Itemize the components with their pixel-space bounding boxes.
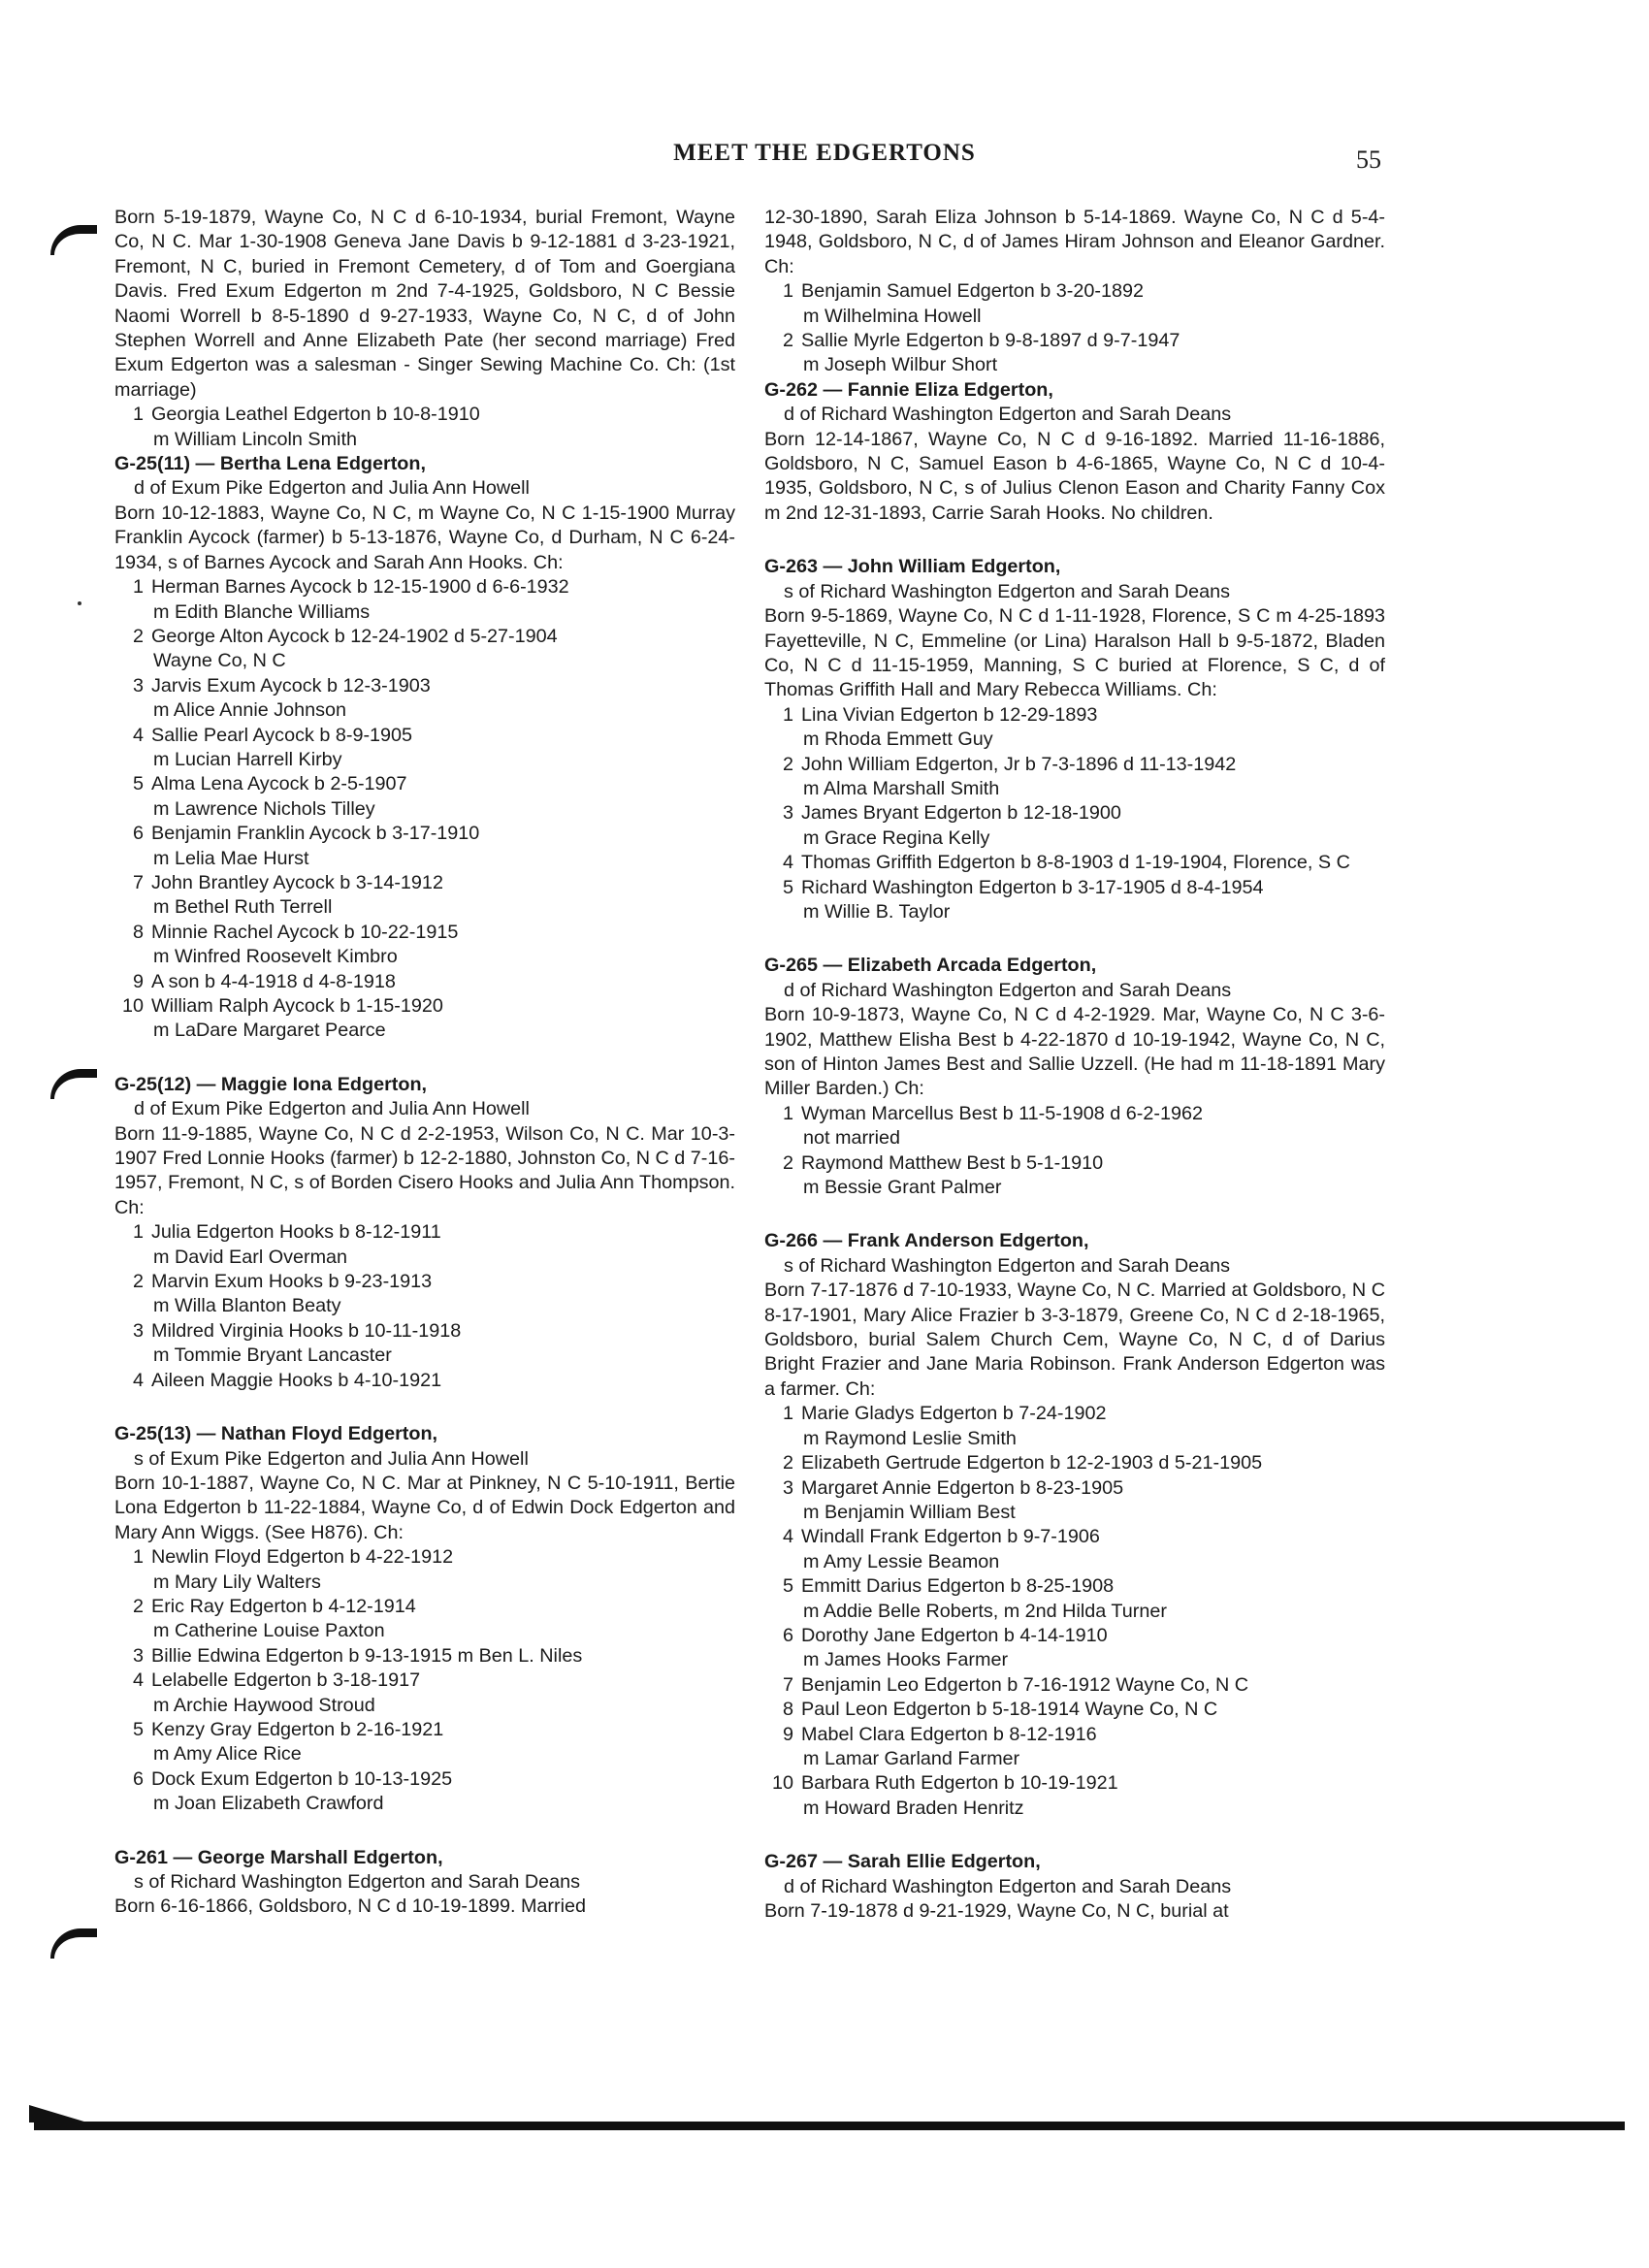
child-item (114, 724, 735, 748)
child-number: 7 (782, 1673, 793, 1696)
child-number: 3 (132, 1644, 144, 1667)
child-spouse: m Willa Blanton Beaty (153, 1295, 341, 1317)
child-spouse: m Winfred Roosevelt Kimbro (153, 946, 398, 968)
genealogy-entry (764, 378, 1385, 526)
child-number: 4 (132, 724, 144, 746)
child-number: 2 (782, 1151, 793, 1174)
child-details: William Ralph Aycock b 1-15-1920 (151, 995, 443, 1017)
child-number: 5 (132, 1718, 144, 1740)
entry-heading: G-266 — Frank Anderson Edgerton, (764, 1230, 1089, 1252)
child-spouse: m Tommie Bryant Lancaster (153, 1345, 392, 1367)
entry-text: Born 12-14-1867, Wayne Co, N C d 9-16-1892. Married 11-16-1886, Goldsboro, N C, Samuel Eason b 4-6-1865, Wayne Co, N C d 10-4-1935, Goldsboro, N C, s of Julius Clenon Eason and Charity Fanny Cox m 2nd 12-31-1893, Carrie Sarah Hooks. No children. (764, 428, 1385, 524)
child-details: Sallie Myrle Edgerton b 9-8-1897 d 9-7-1947 (801, 330, 1180, 352)
genealogy-entry (114, 1846, 735, 1920)
child-details: Alma Lena Aycock b 2-5-1907 (151, 773, 407, 795)
child-number: 9 (132, 970, 144, 992)
entry-text: Born 6-16-1866, Goldsboro, N C d 10-19-1899. Married (114, 1895, 587, 1918)
child-spouse: Wayne Co, N C (153, 650, 286, 672)
scan-speck (78, 601, 81, 605)
child-number: 2 (782, 330, 793, 352)
child-number: 3 (132, 674, 144, 697)
child-details: Georgia Leathel Edgerton b 10-8-1910 (151, 404, 480, 426)
child-details: John William Edgerton, Jr b 7-3-1896 d 11-13-1942 (801, 753, 1237, 775)
child-number: 1 (132, 576, 144, 599)
child-spouse: m Joan Elizabeth Crawford (153, 1793, 384, 1815)
child-spouse: m Lelia Mae Hurst (153, 847, 309, 869)
child-details: Richard Washington Edgerton b 3-17-1905 d 8-4-1954 (801, 876, 1264, 898)
child-item (114, 1718, 735, 1742)
child-item (114, 1545, 735, 1570)
child-number: 10 (771, 1772, 793, 1795)
child-spouse: m Willie B. Taylor (803, 900, 951, 923)
right-column (764, 206, 1385, 1924)
child-number: 3 (782, 802, 793, 825)
child-item (114, 994, 735, 1019)
child-details: John Brantley Aycock b 3-14-1912 (151, 871, 443, 893)
child-number: 5 (782, 876, 793, 898)
children-list (764, 1102, 1385, 1201)
child-details: Dorothy Jane Edgerton b 4-14-1910 (801, 1624, 1108, 1646)
child-details: Margaret Annie Edgerton b 8-23-1905 (801, 1476, 1124, 1499)
child-item (764, 1402, 1385, 1426)
child-spouse: not married (803, 1127, 901, 1150)
child-details: Jarvis Exum Aycock b 12-3-1903 (151, 674, 431, 697)
child-item (114, 1767, 735, 1792)
child-number: 5 (132, 773, 144, 795)
child-item (114, 1669, 735, 1693)
child-spouse: m Howard Braden Henritz (803, 1797, 1024, 1819)
genealogy-entry (114, 1073, 735, 1393)
entry-text: Born 7-17-1876 d 7-10-1933, Wayne Co, N C. Married at Goldsboro, N C 8-17-1901, Mary Alice Frazier b 3-3-1879, Greene Co, N C d 2-18-1965, Goldsboro, burial Salem Church Cem, Wayne Co, N C, d of Darius Bright Frazier and Jane Maria Robinson. Frank Anderson Edgerton was a farmer. Ch: (764, 1280, 1385, 1400)
child-number: 1 (132, 1546, 144, 1569)
child-number: 4 (132, 1369, 144, 1391)
child-number: 1 (132, 1221, 144, 1244)
child-spouse: m Lucian Harrell Kirby (153, 748, 342, 770)
entry-parents: s of Exum Pike Edgerton and Julia Ann Howell (134, 1447, 529, 1470)
entry-parents: d of Richard Washington Edgerton and Sarah Deans (784, 979, 1232, 1001)
child-number: 8 (782, 1699, 793, 1721)
left-column (114, 206, 735, 1920)
child-item (764, 329, 1385, 353)
genealogy-entry (114, 1422, 735, 1817)
child-number: 5 (782, 1575, 793, 1598)
continuation-text: 12-30-1890, Sarah Eliza Johnson b 5-14-1869. Wayne Co, N C d 5-4-1948, Goldsboro, N C, d of James Hiram Johnson and Eleanor Gardner. Ch: (764, 207, 1385, 277)
entry-parents: s of Richard Washington Edgerton and Sarah Deans (784, 1254, 1231, 1277)
bottom-rule (34, 2122, 1625, 2130)
child-spouse: m Amy Lessie Beamon (803, 1550, 1000, 1572)
child-item (764, 1698, 1385, 1722)
child-number: 9 (782, 1723, 793, 1745)
child-item (764, 279, 1385, 304)
child-details: Benjamin Franklin Aycock b 3-17-1910 (151, 823, 480, 845)
child-details: Billie Edwina Edgerton b 9-13-1915 m Ben L. Niles (151, 1644, 583, 1667)
entry-parents: s of Richard Washington Edgerton and Sarah Deans (134, 1871, 581, 1893)
child-details: Lina Vivian Edgerton b 12-29-1893 (801, 703, 1098, 726)
children-list (764, 279, 1385, 378)
child-item (764, 1151, 1385, 1176)
child-number: 2 (132, 1271, 144, 1293)
child-item (764, 876, 1385, 900)
child-item (764, 1723, 1385, 1747)
child-spouse: m Alice Annie Johnson (153, 699, 347, 722)
child-item (114, 1270, 735, 1294)
child-number: 1 (782, 280, 793, 303)
child-details: Marvin Exum Hooks b 9-23-1913 (151, 1271, 433, 1293)
page-number: 55 (1356, 146, 1381, 174)
genealogy-entry (764, 1229, 1385, 1821)
child-spouse: m Benjamin William Best (803, 1501, 1016, 1523)
child-number: 2 (132, 625, 144, 647)
child-item (114, 403, 735, 427)
child-item (114, 1369, 735, 1393)
child-item (764, 1451, 1385, 1475)
child-spouse: m Bethel Ruth Terrell (153, 896, 333, 919)
entry-heading: G-25(11) — Bertha Lena Edgerton, (114, 453, 426, 475)
child-details: Mabel Clara Edgerton b 8-12-1916 (801, 1723, 1097, 1745)
child-details: Newlin Floyd Edgerton b 4-22-1912 (151, 1546, 454, 1569)
child-number: 4 (782, 852, 793, 874)
child-spouse: m Lamar Garland Farmer (803, 1747, 1020, 1769)
child-item (764, 1476, 1385, 1501)
child-number: 7 (132, 871, 144, 893)
children-list (114, 403, 735, 452)
child-spouse: m Mary Lily Walters (153, 1571, 321, 1593)
child-number: 10 (121, 995, 144, 1017)
child-item (114, 921, 735, 945)
child-number: 8 (132, 921, 144, 943)
children-list (764, 703, 1385, 925)
child-details: A son b 4-4-1918 d 4-8-1918 (151, 970, 396, 992)
child-spouse: m Bessie Grant Palmer (803, 1177, 1002, 1199)
child-spouse: m William Lincoln Smith (153, 428, 357, 450)
entry-heading: G-263 — John William Edgerton, (764, 556, 1061, 578)
child-details: Kenzy Gray Edgerton b 2-16-1921 (151, 1718, 444, 1740)
child-number: 3 (132, 1319, 144, 1342)
child-details: Emmitt Darius Edgerton b 8-25-1908 (801, 1575, 1115, 1598)
scan-mark (50, 225, 97, 255)
child-spouse: m Joseph Wilbur Short (803, 354, 998, 376)
child-item (114, 1319, 735, 1344)
child-details: George Alton Aycock b 12-24-1902 d 5-27-1904 (151, 625, 558, 647)
child-details: Benjamin Leo Edgerton b 7-16-1912 Wayne Co, N C (801, 1673, 1249, 1696)
child-number: 4 (782, 1526, 793, 1548)
child-spouse: m Alma Marshall Smith (803, 777, 1000, 799)
child-item (114, 1644, 735, 1669)
child-item (114, 970, 735, 994)
child-number: 6 (782, 1624, 793, 1646)
child-item (764, 851, 1385, 875)
children-list (114, 1220, 735, 1393)
entry-parents: d of Exum Pike Edgerton and Julia Ann Howell (134, 1098, 530, 1120)
child-number: 3 (782, 1476, 793, 1499)
child-spouse: m Grace Regina Kelly (803, 826, 990, 849)
child-item (764, 1525, 1385, 1549)
child-item (764, 703, 1385, 728)
child-details: Lelabelle Edgerton b 3-18-1917 (151, 1669, 421, 1692)
entry-parents: s of Richard Washington Edgerton and Sarah Deans (784, 580, 1231, 602)
child-item (114, 772, 735, 796)
genealogy-entry (764, 954, 1385, 1200)
entry-text: Born 10-9-1873, Wayne Co, N C d 4-2-1929. Mar, Wayne Co, N C 3-6-1902, Matthew Elisha Best b 4-22-1870 d 10-19-1942, Wayne Co, N C, son of Hinton James Best and Sallie Uzzell. (He had m 11-18-1891 Mary Miller Barden.) Ch: (764, 1004, 1385, 1100)
genealogy-entry (764, 555, 1385, 924)
child-spouse: m Wilhelmina Howell (803, 305, 982, 327)
genealogy-entry (114, 452, 735, 1044)
child-item (114, 1220, 735, 1245)
child-details: Eric Ray Edgerton b 4-12-1914 (151, 1595, 416, 1617)
entry-parents: d of Richard Washington Edgerton and Sarah Deans (784, 1875, 1232, 1897)
child-details: Sallie Pearl Aycock b 8-9-1905 (151, 724, 413, 746)
child-details: Thomas Griffith Edgerton b 8-8-1903 d 1-19-1904, Florence, S C (801, 852, 1350, 874)
entry-text: Born 9-5-1869, Wayne Co, N C d 1-11-1928, Florence, S C m 4-25-1893 Fayetteville, N C, Emmeline (or Lina) Haralson Hall b 9-5-1872, Bladen Co, N C d 11-15-1959, Manning, S C buried at Florence, S C, d of Thomas Griffith Hall and Mary Rebecca Williams. Ch: (764, 605, 1385, 701)
genealogy-entry (764, 1850, 1385, 1924)
entry-parents: d of Richard Washington Edgerton and Sarah Deans (784, 404, 1232, 426)
entry-heading: G-25(12) — Maggie Iona Edgerton, (114, 1073, 428, 1095)
entry-parents: d of Exum Pike Edgerton and Julia Ann Howell (134, 477, 530, 500)
child-spouse: m Rhoda Emmett Guy (803, 729, 993, 751)
child-spouse: m Lawrence Nichols Tilley (153, 797, 375, 820)
entries-list (114, 452, 735, 1920)
child-details: Windall Frank Edgerton b 9-7-1906 (801, 1526, 1100, 1548)
child-details: Paul Leon Edgerton b 5-18-1914 Wayne Co, N C (801, 1699, 1218, 1721)
child-number: 1 (132, 404, 144, 426)
child-spouse: m Amy Alice Rice (153, 1743, 302, 1766)
entry-text: Born 10-12-1883, Wayne Co, N C, m Wayne Co, N C 1-15-1900 Murray Franklin Aycock (farmer) b 5-13-1876, Wayne Co, d Durham, N C 6-24-1934, s of Barnes Aycock and Sarah Ann Hooks. Ch: (114, 502, 735, 573)
child-details: Aileen Maggie Hooks b 4-10-1921 (151, 1369, 442, 1391)
child-item (764, 1771, 1385, 1796)
child-spouse: m LaDare Margaret Pearce (153, 1020, 386, 1042)
child-details: Barbara Ruth Edgerton b 10-19-1921 (801, 1772, 1118, 1795)
entry-heading: G-25(13) — Nathan Floyd Edgerton, (114, 1423, 438, 1445)
child-details: Dock Exum Edgerton b 10-13-1925 (151, 1767, 453, 1790)
child-spouse: m Raymond Leslie Smith (803, 1427, 1017, 1449)
child-details: James Bryant Edgerton b 12-18-1900 (801, 802, 1121, 825)
child-number: 2 (782, 1452, 793, 1474)
child-item (764, 1673, 1385, 1698)
child-item (114, 625, 735, 649)
child-spouse: m David Earl Overman (153, 1246, 348, 1268)
scan-mark (50, 1069, 97, 1099)
child-details: Mildred Virginia Hooks b 10-11-1918 (151, 1319, 462, 1342)
child-number: 2 (782, 753, 793, 775)
children-list (114, 575, 735, 1044)
child-spouse: m Edith Blanche Williams (153, 600, 371, 623)
child-number: 2 (132, 1595, 144, 1617)
child-details: Wyman Marcellus Best b 11-5-1908 d 6-2-1962 (801, 1102, 1203, 1124)
child-item (764, 753, 1385, 777)
child-item (764, 1624, 1385, 1648)
child-item (114, 575, 735, 599)
entry-heading: G-265 — Elizabeth Arcada Edgerton, (764, 955, 1097, 977)
child-item (764, 1574, 1385, 1599)
child-spouse: m James Hooks Farmer (803, 1649, 1009, 1671)
child-item (114, 1595, 735, 1619)
child-details: Herman Barnes Aycock b 12-15-1900 d 6-6-1932 (151, 576, 569, 599)
child-item (114, 822, 735, 846)
child-number: 1 (782, 1403, 793, 1425)
entry-heading: G-262 — Fannie Eliza Edgerton, (764, 378, 1053, 401)
child-spouse: m Addie Belle Roberts, m 2nd Hilda Turner (803, 1600, 1167, 1622)
child-details: Marie Gladys Edgerton b 7-24-1902 (801, 1403, 1107, 1425)
child-spouse: m Archie Haywood Stroud (153, 1694, 375, 1716)
child-item (114, 871, 735, 895)
child-number: 4 (132, 1669, 144, 1692)
child-details: Elizabeth Gertrude Edgerton b 12-2-1903 d 5-21-1905 (801, 1452, 1263, 1474)
child-number: 1 (782, 703, 793, 726)
entry-heading: G-267 — Sarah Ellie Edgerton, (764, 1851, 1041, 1873)
child-details: Minnie Rachel Aycock b 10-22-1915 (151, 921, 459, 943)
child-item (764, 1102, 1385, 1126)
child-spouse: m Catherine Louise Paxton (153, 1620, 385, 1642)
children-list (764, 1402, 1385, 1821)
child-item (764, 801, 1385, 826)
child-details: Benjamin Samuel Edgerton b 3-20-1892 (801, 280, 1144, 303)
bottom-rule-tip (29, 2105, 87, 2122)
child-item (114, 674, 735, 698)
child-number: 1 (782, 1102, 793, 1124)
entries-list (764, 378, 1385, 1925)
entry-text: Born 7-19-1878 d 9-21-1929, Wayne Co, N C, burial at (764, 1900, 1229, 1922)
child-number: 6 (132, 1767, 144, 1790)
children-list (114, 1545, 735, 1816)
page-header-title: MEET THE EDGERTONS (673, 140, 976, 166)
entry-text: Born 10-1-1887, Wayne Co, N C. Mar at Pinkney, N C 5-10-1911, Bertie Lona Edgerton b 11-22-1884, Wayne Co, d of Edwin Dock Edgerton and Mary Ann Wiggs. (See H876). Ch: (114, 1472, 735, 1543)
scan-mark (50, 1928, 97, 1959)
child-details: Raymond Matthew Best b 5-1-1910 (801, 1151, 1104, 1174)
child-details: Julia Edgerton Hooks b 8-12-1911 (151, 1221, 441, 1244)
entry-text: Born 11-9-1885, Wayne Co, N C d 2-2-1953, Wilson Co, N C. Mar 10-3-1907 Fred Lonnie Hooks (farmer) b 12-2-1880, Johnston Co, N C d 7-16-1957, Fremont, N C, s of Borden Cisero Hooks and Julia Ann Thompson. Ch: (114, 1122, 735, 1218)
entry-heading: G-261 — George Marshall Edgerton, (114, 1846, 443, 1868)
child-number: 6 (132, 823, 144, 845)
continuation-text: Born 5-19-1879, Wayne Co, N C d 6-10-1934, burial Fremont, Wayne Co, N C. Mar 1-30-1908 Geneva Jane Davis b 9-12-1881 d 3-23-1921, Fremont, N C, buried in Fremont Cemetery, d of Tom and Goergiana Davis. Fred Exum Edgerton m 2nd 7-4-1925, Goldsboro, N C Bessie Naomi Worrell b 8-5-1890 d 9-27-1933, Wayne Co, N C, d of John Stephen Worrell and Anne Elizabeth Pate (her second marriage) Fred Exum Edgerton was a salesman - Singer Sewing Machine Co. Ch: (1st marriage) (114, 207, 735, 401)
